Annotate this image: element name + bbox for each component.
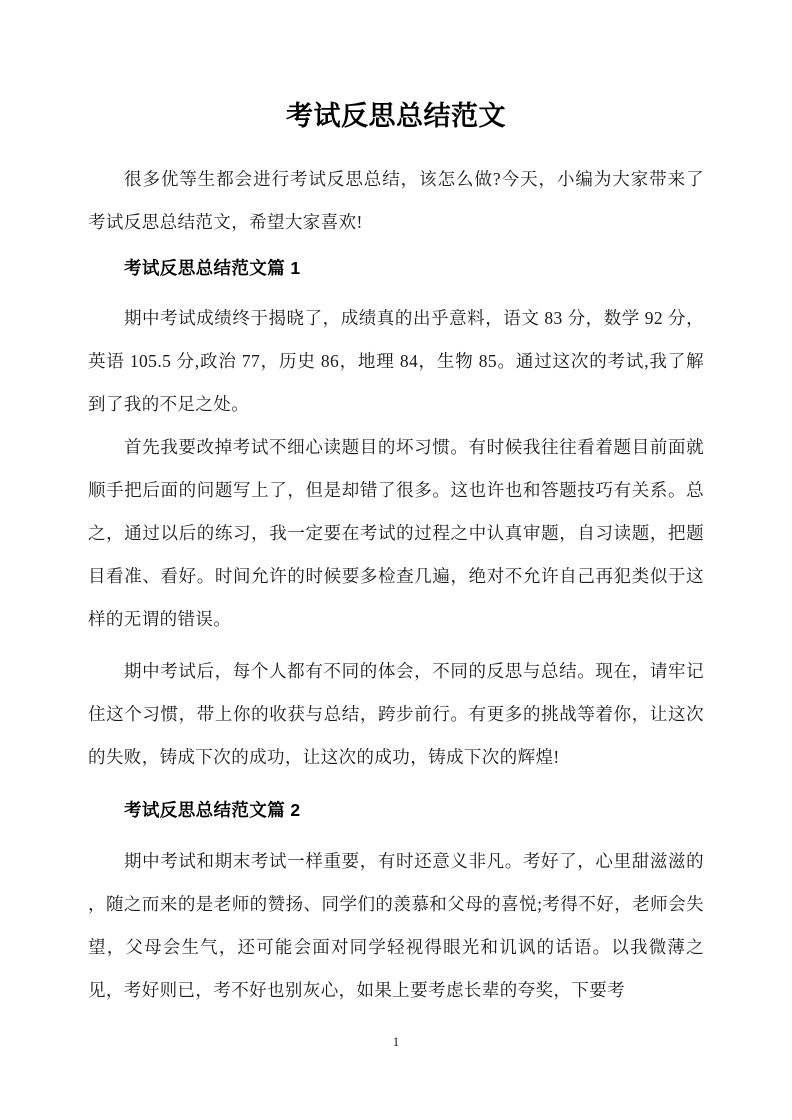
- paragraph-reflection: 期中考试后，每个人都有不同的体会，不同的反思与总结。现在，请牢记住这个习惯，带上你的收获与总结，跨步前行。有更多的挑战等着你，让这次的失败，铸成下次的成功，让这次的成功，铸成下次的辉煌!: [88, 661, 704, 767]
- intro-paragraph: 很多优等生都会进行考试反思总结，该怎么做?今天，小编为大家带来了考试反思总结范文，希望大家喜欢!: [88, 169, 704, 232]
- document-title: 考试反思总结范文: [286, 101, 506, 131]
- section-heading-1: 考试反思总结范文篇 1: [124, 258, 301, 278]
- paragraph-midterm-final: 期中考试和期末考试一样重要，有时还意义非凡。考好了，心里甜滋滋的 ，随之而来的是老师的赞扬、同学们的羡慕和父母的喜悦;考得不好，老师会失望，父母会生气，还可能会面对同学轻视得眼光和讥讽的话语。以我微薄之见，考好则已，考不好也别灰心，如果上要考虑长辈的夸奖，下要考: [88, 851, 704, 1000]
- section-heading-2: 考试反思总结范文篇 2: [124, 800, 301, 820]
- page-number: 1: [392, 1034, 400, 1049]
- paragraph-scores: 期中考试成绩终于揭晓了，成绩真的出乎意料，语文 83 分，数学 92 分，英语 105.5 分,政治 77，历史 86，地理 84，生物 85。通过这次的考试,我了解到了我的不足之处。: [88, 308, 704, 414]
- paragraph-habits: 首先我要改掉考试不细心读题目的坏习惯。有时候我往往看着题目前面就顺手把后面的问题写上了，但是却错了很多。这也许也和答题技巧有关系。总之，通过以后的练习，我一定要在考试的过程之中认真审题，自习读题，把题目看准、看好。时间允许的时候要多检查几遍，绝对不允许自己再犯类似于这样的无谓的错误。: [88, 437, 704, 629]
